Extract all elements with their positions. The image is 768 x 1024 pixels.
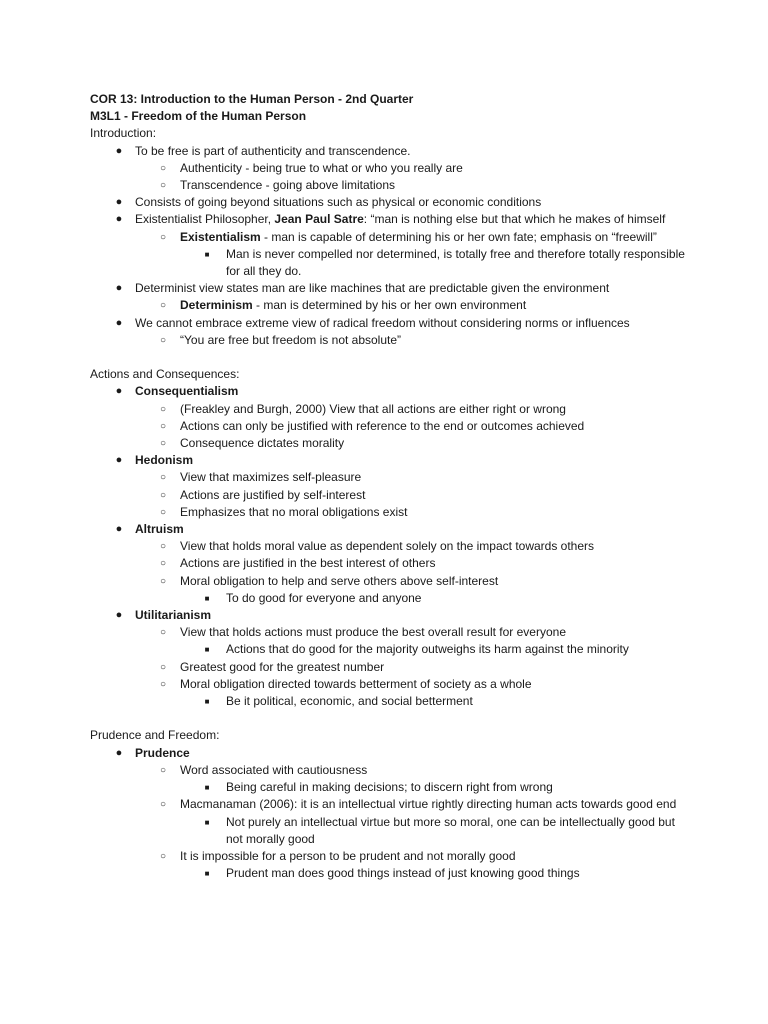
list-item — [90, 538, 690, 555]
list-item — [90, 246, 690, 280]
introduction-sublist — [90, 332, 690, 349]
introduction-list — [90, 143, 690, 160]
list-item — [90, 297, 690, 314]
actions-list — [90, 383, 690, 400]
disc-bullet-icon: ● — [115, 196, 123, 209]
circle-bullet-icon: ○ — [159, 506, 167, 518]
disc-bullet-icon: ● — [115, 144, 123, 157]
disc-bullet-icon: ● — [115, 282, 123, 295]
list-item-text: - man is determined by his or her own environment — [252, 298, 527, 313]
list-item-text: Greatest good for the greatest number — [180, 659, 385, 674]
term-prudence: Prudence — [135, 745, 190, 760]
list-item-text: Being careful in making decisions; to discern right from wrong — [226, 780, 553, 795]
list-item-text: Actions are justified in the best interest of others — [180, 556, 436, 571]
spacer — [90, 710, 690, 727]
term-altruism: Altruism — [135, 522, 184, 537]
list-item — [90, 676, 690, 693]
list-item-text-suffix: : “man is nothing else but that which he makes of himself — [363, 212, 666, 227]
introduction-sublist — [90, 160, 690, 194]
list-item — [90, 332, 690, 349]
list-item — [90, 796, 690, 813]
lesson-code: M3L1 — [90, 109, 121, 124]
list-item-text: We cannot embrace extreme view of radical freedom without considering norms or influences — [135, 315, 630, 330]
hedonism-sublist — [90, 469, 690, 521]
term-hedonism: Hedonism — [135, 453, 194, 468]
list-item-text: To be free is part of authenticity and transcendence. — [135, 143, 411, 158]
list-item — [90, 659, 690, 676]
circle-bullet-icon: ○ — [159, 627, 167, 639]
list-item-text: Determinist view states man are like machines that are predictable given the environment — [135, 281, 610, 296]
circle-bullet-icon: ○ — [159, 403, 167, 415]
list-item — [90, 555, 690, 572]
prudence-sublist — [90, 796, 690, 813]
circle-bullet-icon: ○ — [159, 180, 167, 192]
list-item — [90, 641, 690, 658]
circle-bullet-icon: ○ — [159, 472, 167, 484]
disc-bullet-icon: ● — [115, 213, 123, 226]
document-title: COR 13: Introduction to the Human Person - 2nd Quarter — [90, 92, 414, 106]
spacer — [90, 349, 690, 366]
actions-list — [90, 521, 690, 538]
square-bullet-icon: ■ — [204, 697, 210, 707]
introduction-sublist — [90, 229, 690, 246]
consequentialism-sublist — [90, 401, 690, 453]
list-item-text: Actions are justified by self-interest — [180, 487, 366, 502]
introduction-list — [90, 194, 690, 228]
circle-bullet-icon: ○ — [159, 575, 167, 587]
prudence-list — [90, 745, 690, 762]
actions-list — [90, 452, 690, 469]
list-item — [90, 624, 690, 641]
circle-bullet-icon: ○ — [159, 541, 167, 553]
circle-bullet-icon: ○ — [159, 678, 167, 690]
disc-bullet-icon: ● — [115, 609, 123, 622]
list-item-text: (Freakley and Burgh, 2000) View that all actions are either right or wrong — [180, 401, 566, 416]
list-item — [90, 745, 690, 762]
section-heading-prudence: Prudence and Freedom: — [90, 728, 220, 743]
list-item-text: View that maximizes self-pleasure — [180, 470, 362, 485]
list-item — [90, 693, 690, 710]
circle-bullet-icon: ○ — [159, 558, 167, 570]
list-item — [90, 315, 690, 332]
circle-bullet-icon: ○ — [159, 799, 167, 811]
list-item — [90, 521, 690, 538]
list-item — [90, 177, 690, 194]
prudence-sublist — [90, 762, 690, 779]
list-item-text: Man is never compelled nor determined, is totally free and therefore totally responsible for all they do. — [226, 246, 685, 279]
list-item-text: Moral obligation directed towards betterment of society as a whole — [180, 676, 532, 691]
square-bullet-icon: ■ — [204, 645, 210, 655]
section-heading-introduction: Introduction: — [90, 126, 157, 141]
list-item-text-prefix: Existentialist Philosopher, — [135, 212, 275, 227]
introduction-sublist — [90, 297, 690, 314]
list-item-text: Emphasizes that no moral obligations exist — [180, 504, 408, 519]
disc-bullet-icon: ● — [115, 746, 123, 759]
list-item-text: Actions that do good for the majority outweighs its harm against the minority — [226, 642, 629, 657]
term-utilitarianism: Utilitarianism — [135, 608, 212, 623]
term-consequentialism: Consequentialism — [135, 384, 239, 399]
section-heading-actions: Actions and Consequences: — [90, 367, 240, 382]
square-bullet-icon: ■ — [204, 869, 210, 879]
list-item — [90, 229, 690, 246]
square-bullet-icon: ■ — [204, 783, 210, 793]
list-item — [90, 504, 690, 521]
list-item — [90, 211, 690, 228]
introduction-list — [90, 280, 690, 297]
disc-bullet-icon: ● — [115, 385, 123, 398]
list-item — [90, 383, 690, 400]
disc-bullet-icon: ● — [115, 316, 123, 329]
list-item — [90, 607, 690, 624]
lesson-name: - Freedom of the Human Person — [120, 109, 307, 124]
list-item — [90, 160, 690, 177]
list-item — [90, 418, 690, 435]
circle-bullet-icon: ○ — [159, 300, 167, 312]
list-item-text: Moral obligation to help and serve others above self-interest — [180, 573, 499, 588]
list-item-text: View that holds actions must produce the best overall result for everyone — [180, 625, 566, 640]
utilitarianism-subsublist — [90, 641, 690, 658]
list-item-text: - man is capable of determining his or her own fate; emphasis on “freewill” — [260, 229, 657, 244]
circle-bullet-icon: ○ — [159, 334, 167, 346]
circle-bullet-icon: ○ — [159, 420, 167, 432]
introduction-subsublist — [90, 246, 690, 280]
prudence-sublist — [90, 848, 690, 865]
list-item — [90, 452, 690, 469]
term-existentialism: Existentialism — [180, 229, 261, 244]
list-item — [90, 590, 690, 607]
list-item-text: Transcendence - going above limitations — [180, 178, 396, 193]
circle-bullet-icon: ○ — [159, 231, 167, 243]
circle-bullet-icon: ○ — [159, 850, 167, 862]
list-item — [90, 779, 690, 796]
list-item-text: Authenticity - being true to what or who you really are — [180, 160, 463, 175]
list-item-text: Consists of going beyond situations such as physical or economic conditions — [135, 195, 542, 210]
list-item-text: Consequence dictates morality — [180, 436, 345, 451]
list-item-text: Prudent man does good things instead of just knowing good things — [226, 866, 580, 881]
list-item — [90, 401, 690, 418]
list-item — [90, 469, 690, 486]
utilitarianism-sublist — [90, 659, 690, 693]
square-bullet-icon: ■ — [204, 249, 210, 259]
disc-bullet-icon: ● — [115, 454, 123, 467]
list-item-text: It is impossible for a person to be prudent and not morally good — [180, 848, 516, 863]
list-item — [90, 194, 690, 211]
circle-bullet-icon: ○ — [159, 438, 167, 450]
list-item — [90, 573, 690, 590]
list-item-text: To do good for everyone and anyone — [226, 590, 422, 605]
list-item — [90, 435, 690, 452]
circle-bullet-icon: ○ — [159, 764, 167, 776]
list-item — [90, 762, 690, 779]
list-item — [90, 487, 690, 504]
list-item — [90, 848, 690, 865]
circle-bullet-icon: ○ — [159, 489, 167, 501]
altruism-subsublist — [90, 590, 690, 607]
introduction-list — [90, 315, 690, 332]
utilitarianism-sublist — [90, 624, 690, 641]
list-item-text: “You are free but freedom is not absolute” — [180, 332, 402, 347]
lesson-title — [90, 108, 690, 125]
altruism-sublist — [90, 538, 690, 590]
document-page — [90, 91, 690, 882]
square-bullet-icon: ■ — [204, 817, 210, 827]
list-item — [90, 814, 690, 848]
prudence-subsublist — [90, 779, 690, 796]
philosopher-name: Jean Paul Satre — [274, 212, 364, 227]
list-item-text: Macmanaman (2006): it is an intellectual virtue rightly directing human acts towards good end — [180, 797, 677, 812]
disc-bullet-icon: ● — [115, 523, 123, 536]
list-item — [90, 143, 690, 160]
prudence-subsublist — [90, 814, 690, 848]
list-item-text: Be it political, economic, and social betterment — [226, 694, 473, 709]
actions-list — [90, 607, 690, 624]
list-item — [90, 865, 690, 882]
term-determinism: Determinism — [180, 298, 253, 313]
prudence-subsublist — [90, 865, 690, 882]
list-item-text: View that holds moral value as dependent solely on the impact towards others — [180, 539, 595, 554]
list-item-text: Actions can only be justified with reference to the end or outcomes achieved — [180, 418, 585, 433]
list-item — [90, 280, 690, 297]
list-item-text: Word associated with cautiousness — [180, 762, 368, 777]
square-bullet-icon: ■ — [204, 593, 210, 603]
circle-bullet-icon: ○ — [159, 162, 167, 174]
circle-bullet-icon: ○ — [159, 661, 167, 673]
utilitarianism-subsublist — [90, 693, 690, 710]
list-item-text: Not purely an intellectual virtue but more so moral, one can be intellectually good but not morally good — [226, 814, 675, 846]
